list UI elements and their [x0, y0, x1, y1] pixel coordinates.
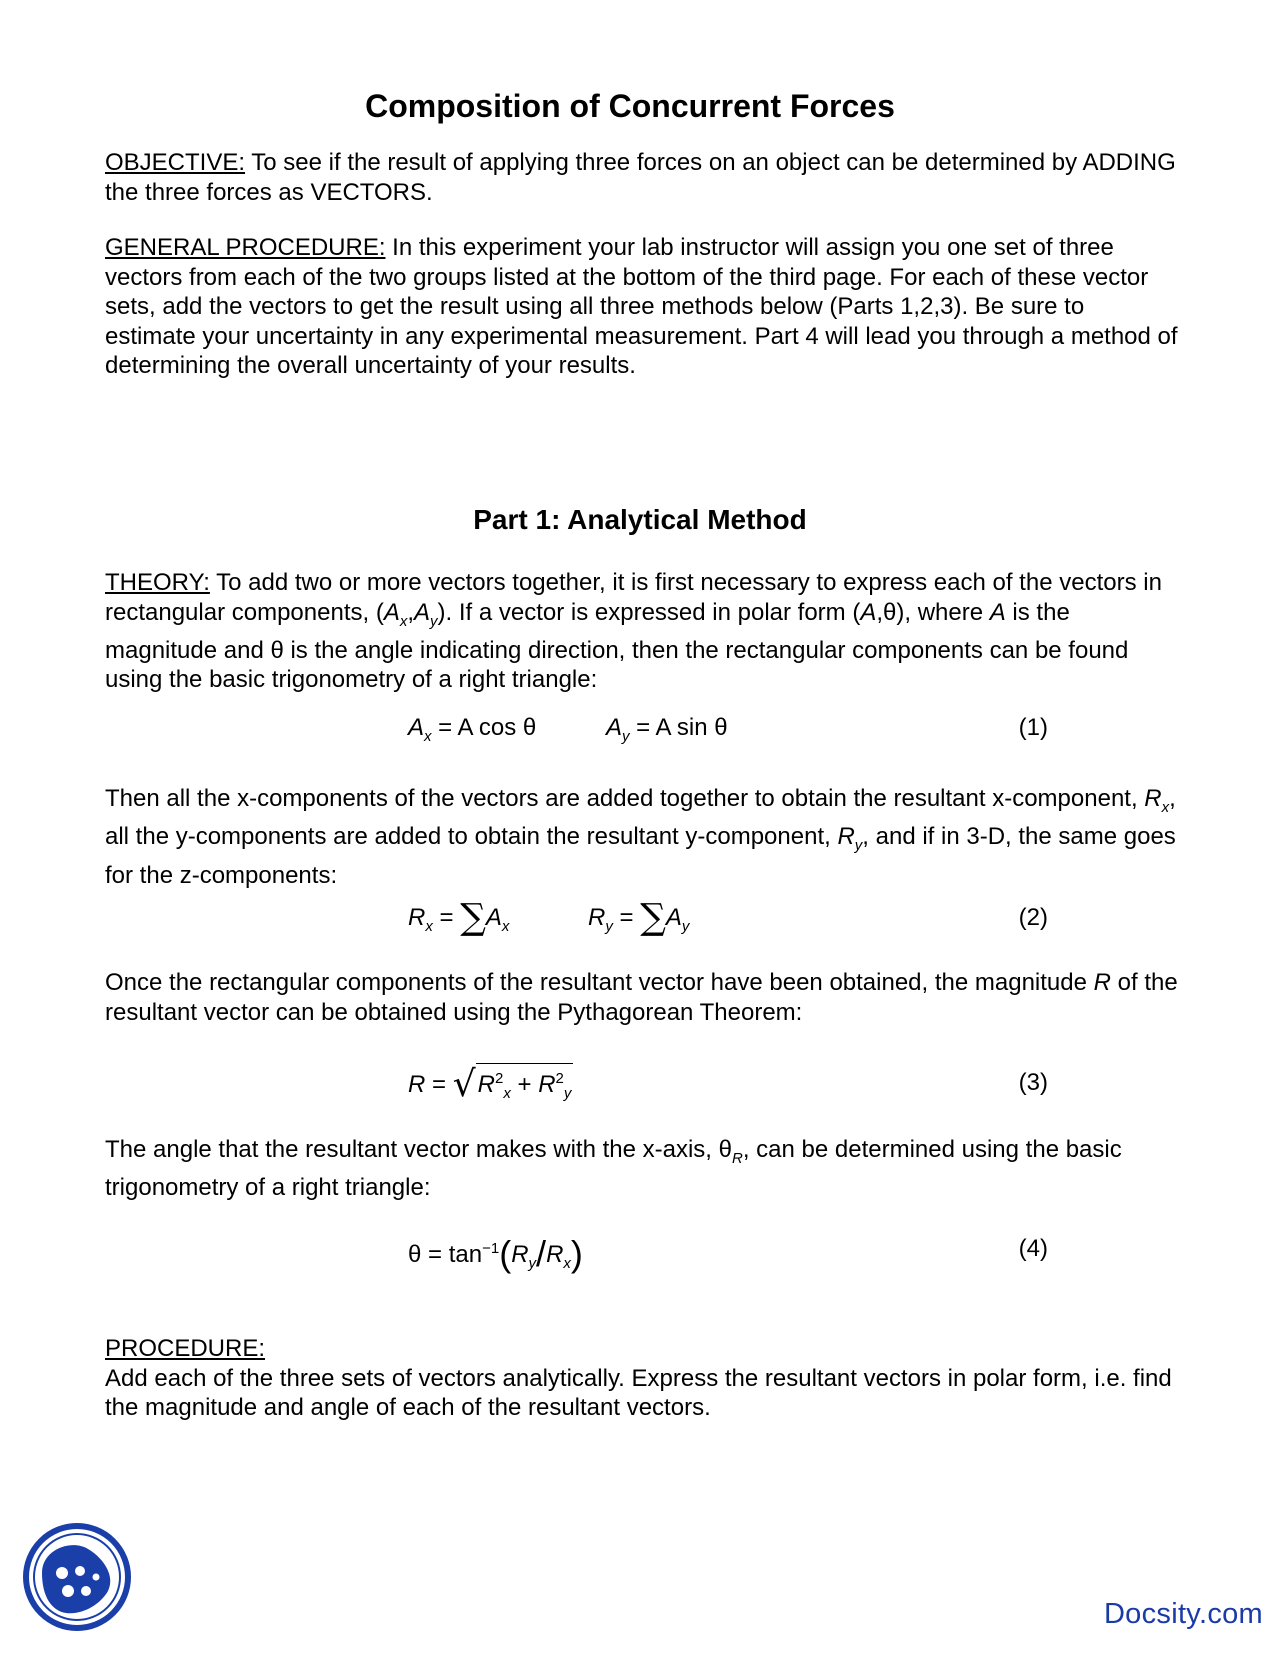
sym-a: A	[383, 598, 400, 626]
sym-theta: θ	[883, 598, 897, 626]
theory-text-2: ). If a vector is expressed in polar form (	[437, 598, 861, 626]
eq4-fn: tan	[448, 1241, 483, 1268]
eq1-a-cos: A cos θ	[457, 714, 537, 741]
angle-paragraph	[105, 1135, 1180, 1203]
sqrt-icon: √	[452, 1064, 476, 1105]
sym-r: R	[538, 1071, 556, 1098]
eq1-right	[606, 708, 728, 757]
sym-a: A	[485, 904, 502, 931]
sym-x: x	[501, 917, 510, 935]
sym-x: x	[424, 727, 432, 745]
sym-a: A	[606, 714, 623, 741]
sym-r: R	[1144, 785, 1162, 812]
sym-y: y	[430, 612, 438, 630]
sym-r: R	[1093, 969, 1111, 996]
sym-minus-one: −1	[482, 1240, 500, 1257]
sym-a: A	[860, 598, 877, 626]
objective-paragraph	[105, 148, 1180, 207]
eq4-left	[408, 1229, 583, 1284]
sym-comma: ,	[876, 598, 884, 626]
sym-r: R	[588, 904, 606, 931]
once-paragraph	[105, 968, 1180, 1027]
general-procedure-label: GENERAL PROCEDURE:	[105, 234, 386, 261]
once-text-1: Once the rectangular components of the resultant vector have been obtained, the magnitude	[105, 969, 1094, 996]
sym-slash: /	[536, 1233, 547, 1274]
then-text-2: , all the y-components are added to obtain the resultant y-component,	[105, 785, 1176, 851]
sqrt-body	[476, 1063, 574, 1109]
eq1-a-sin: A sin θ	[655, 714, 728, 741]
equation-number: (1)	[1018, 714, 1048, 741]
sym-two: 2	[555, 1070, 564, 1087]
theory-label: THEORY:	[105, 569, 210, 596]
sym-y: y	[681, 917, 690, 935]
angle-text-2: , can be determined using the basic trigonometry of a right triangle:	[105, 1136, 1122, 1202]
sym-r: R	[408, 904, 426, 931]
sym-r: R	[546, 1241, 564, 1268]
eq2-right	[588, 898, 689, 947]
sym-y: y	[563, 1084, 572, 1102]
sym-r: R	[408, 1071, 426, 1098]
theory-text-3: ), where	[896, 598, 990, 626]
sym-eq: =	[432, 904, 461, 931]
sym-two: 2	[495, 1070, 504, 1087]
equation-number: (4)	[1018, 1235, 1048, 1262]
sym-plus: +	[510, 1071, 539, 1098]
eq2-left	[408, 898, 509, 947]
sym-eq: =	[629, 714, 656, 741]
eq1-left	[408, 708, 536, 757]
equation-4	[408, 1229, 1048, 1274]
part1-title: Part 1: Analytical Method	[473, 504, 807, 535]
sum-icon: ∑	[460, 897, 486, 938]
sym-eq: =	[431, 714, 458, 741]
then-paragraph	[105, 784, 1180, 890]
sym-a: A	[408, 714, 425, 741]
sym-r: R	[477, 1071, 495, 1098]
sym-comma: ,	[407, 598, 414, 626]
procedure-paragraph	[105, 1334, 1180, 1423]
objective-label: OBJECTIVE:	[105, 149, 246, 176]
sym-r: R	[511, 1241, 529, 1268]
equation-number: (2)	[1018, 904, 1048, 931]
procedure-label: PROCEDURE:	[105, 1335, 266, 1362]
sym-eq: =	[612, 904, 641, 931]
sym-y: y	[622, 727, 630, 745]
page-title: Composition of Concurrent Forces	[365, 88, 895, 124]
sym-x: x	[503, 1084, 511, 1102]
then-text-1: Then all the x-components of the vectors are added together to obtain the resultant x-component,	[105, 785, 1145, 812]
sym-a: A	[414, 598, 431, 626]
sym-theta: θ	[408, 1241, 422, 1268]
equation-1	[408, 708, 1048, 748]
equation-number: (3)	[1018, 1069, 1048, 1096]
sym-x: x	[563, 1254, 571, 1272]
equation-2	[408, 898, 1048, 938]
sym-sub-r: R	[731, 1149, 743, 1167]
sym-a: A	[665, 904, 682, 931]
sym-eq: =	[421, 1241, 449, 1268]
theory-text-1: To add two or more vectors together, it is first necessary to express each of the vectors in rectangular components, (	[105, 569, 1162, 626]
angle-text-1: The angle that the resultant vector makes with the x-axis, θ	[105, 1136, 732, 1163]
sym-x: x	[425, 917, 433, 935]
sym-lparen: (	[499, 1233, 512, 1274]
sym-r: R	[837, 823, 855, 851]
sym-y: y	[605, 917, 613, 935]
docsity-link[interactable]: Docsity.com	[1103, 1598, 1263, 1630]
sym-a: A	[989, 598, 1006, 626]
sym-y: y	[528, 1254, 537, 1272]
objective-text: To see if the result of applying three forces on an object can be determined by ADDING the three forces as VECTORS.	[105, 149, 1176, 206]
sym-y: y	[854, 837, 863, 855]
docsity-logo-icon[interactable]	[22, 1521, 132, 1633]
once-text-2: of the resultant vector can be obtained using the Pythagorean Theorem:	[105, 969, 1178, 1026]
sym-x: x	[399, 612, 408, 630]
sym-eq: =	[425, 1071, 453, 1098]
theory-paragraph	[105, 568, 1180, 695]
sym-x: x	[1161, 798, 1170, 816]
general-procedure-paragraph	[105, 233, 1180, 381]
general-procedure-text: In this experiment your lab instructor will assign you one set of three vectors from each of the two groups listed at the bottom of the third page. For each of these vector sets, add the vectors to get the result using all three methods below (Parts 1,2,3). Be sure to estimate your uncertainty in any experimental measurement. Part 4 will lead you through a method of determining the overall uncertainty of your results.	[105, 234, 1178, 379]
sum-icon: ∑	[640, 897, 666, 938]
then-text-3: , and if in 3-D, the same goes for the z-components:	[105, 823, 1176, 889]
equation-3	[408, 1063, 1048, 1103]
eq3-left	[408, 1063, 573, 1109]
theory-text-4: is the magnitude and θ is the angle indicating direction, then the rectangular components can be found using the basic trigonometry of a right triangle:	[105, 598, 1129, 694]
sym-rparen: )	[570, 1233, 583, 1274]
procedure-text: Add each of the three sets of vectors analytically. Express the resultant vectors in polar form, i.e. find the magnitude and angle of each of the resultant vectors.	[105, 1364, 1172, 1421]
